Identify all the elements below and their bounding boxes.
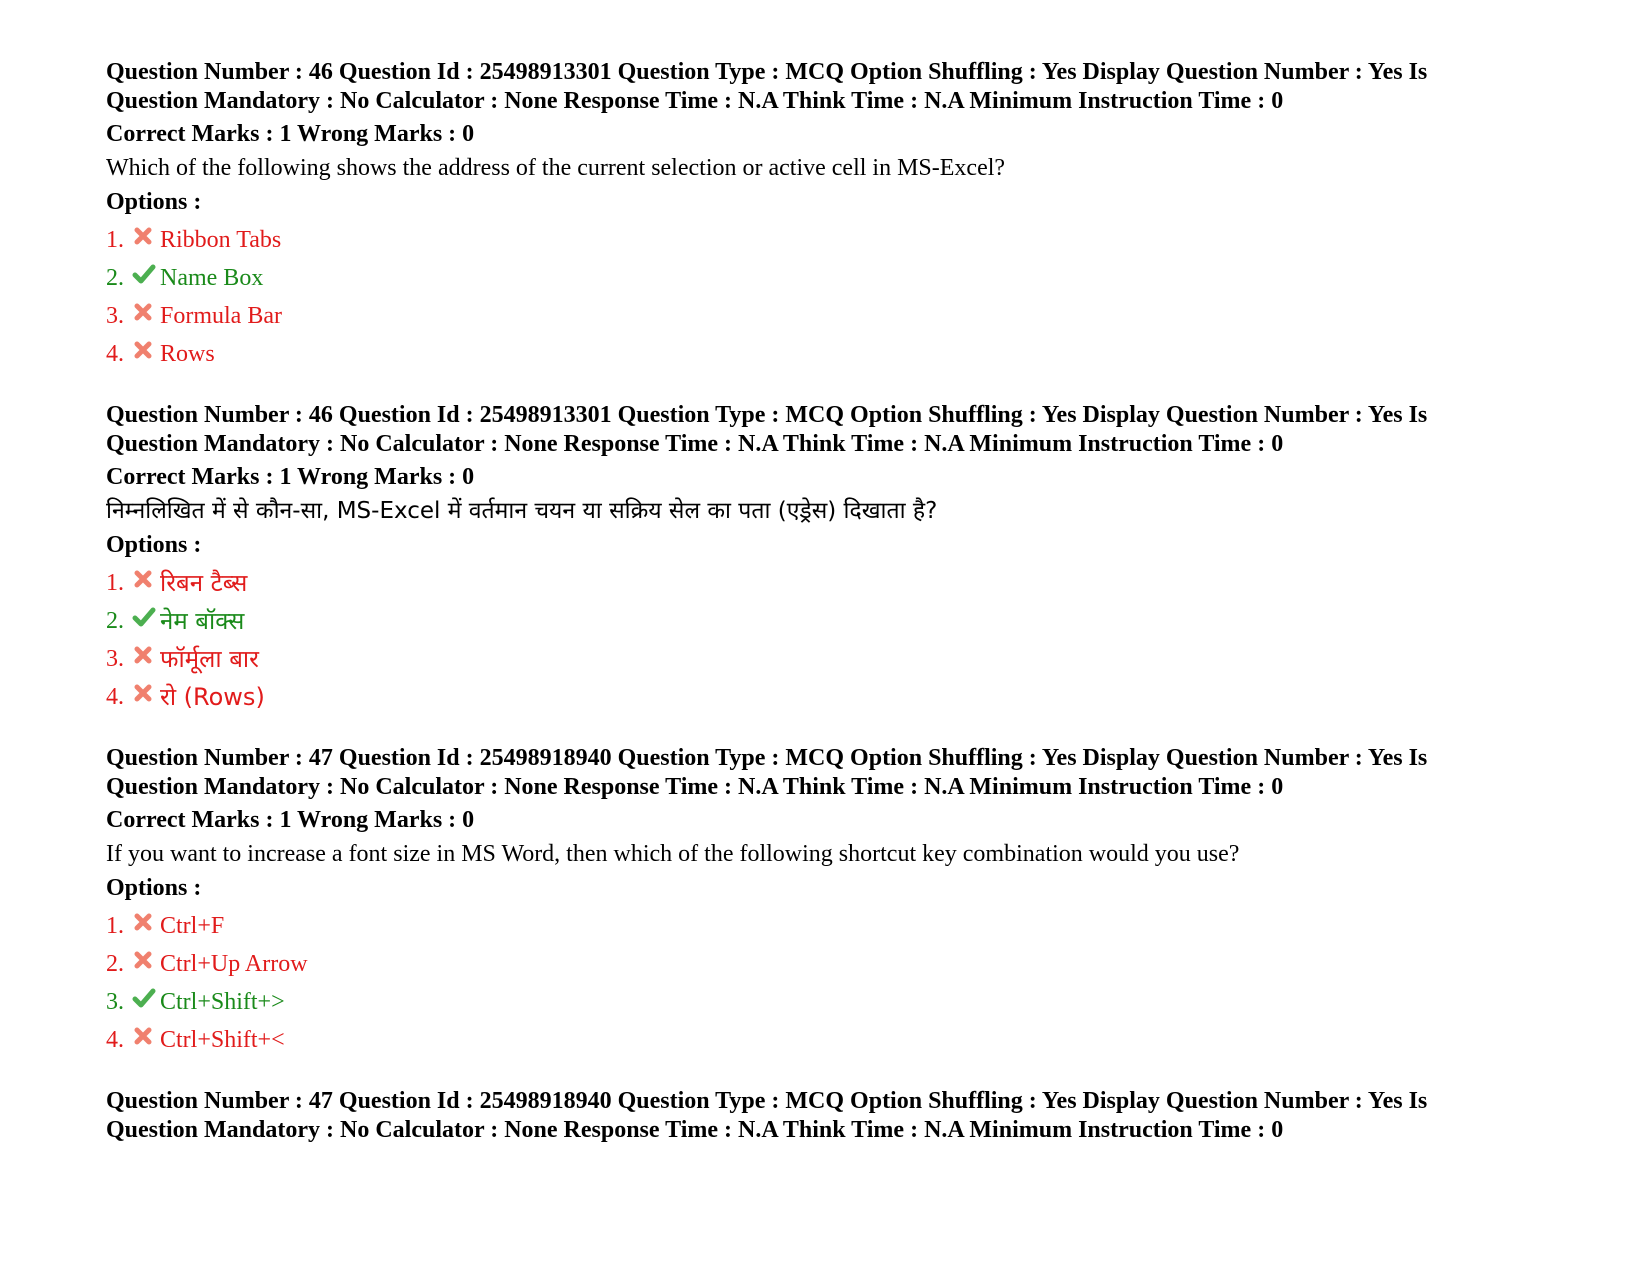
question-marks: Correct Marks : 1 Wrong Marks : 0 bbox=[106, 464, 475, 490]
option-number: 2. bbox=[106, 265, 124, 291]
option-text: Name Box bbox=[160, 265, 264, 291]
cross-icon bbox=[132, 947, 154, 969]
option-number: 3. bbox=[106, 303, 124, 329]
option-item bbox=[106, 945, 1606, 983]
question-paper bbox=[106, 58, 1606, 1173]
option-number: 1. bbox=[106, 913, 124, 939]
option-text: Ctrl+Shift+> bbox=[160, 989, 285, 1015]
question-meta-line: Question Number : 46 Question Id : 25498913301 Question Type : MCQ Option Shuffling : Yes Display Question Number : Yes Is bbox=[106, 402, 1428, 428]
options-label: Options : bbox=[106, 875, 202, 901]
cross-icon bbox=[132, 337, 154, 359]
option-text: रो (Rows) bbox=[160, 683, 265, 711]
option-item bbox=[106, 678, 1606, 716]
option-number: 3. bbox=[106, 989, 124, 1015]
option-number: 1. bbox=[106, 570, 124, 596]
option-text: फॉर्मूला बार bbox=[160, 645, 259, 673]
option-number: 2. bbox=[106, 608, 124, 634]
option-number: 3. bbox=[106, 646, 124, 672]
check-icon bbox=[132, 261, 154, 283]
cross-icon bbox=[132, 1023, 154, 1045]
cross-icon bbox=[132, 642, 154, 664]
question-meta-line: Question Mandatory : No Calculator : None Response Time : N.A Think Time : N.A Minimum Instruction Time : 0 bbox=[106, 431, 1284, 457]
option-number: 1. bbox=[106, 227, 124, 253]
question-block bbox=[106, 401, 1606, 716]
options-label: Options : bbox=[106, 189, 202, 215]
options-list bbox=[106, 564, 1606, 716]
question-block bbox=[106, 1087, 1606, 1145]
question-meta-line: Question Mandatory : No Calculator : None Response Time : N.A Think Time : N.A Minimum Instruction Time : 0 bbox=[106, 774, 1284, 800]
cross-icon bbox=[132, 680, 154, 702]
option-number: 4. bbox=[106, 341, 124, 367]
option-number: 2. bbox=[106, 951, 124, 977]
option-item bbox=[106, 602, 1606, 640]
check-icon bbox=[132, 604, 154, 626]
option-item bbox=[106, 297, 1606, 335]
cross-icon bbox=[132, 566, 154, 588]
question-text: If you want to increase a font size in MS Word, then which of the following shortcut key combination would you use? bbox=[106, 841, 1240, 867]
cross-icon bbox=[132, 299, 154, 321]
option-text: नेम बॉक्स bbox=[160, 607, 245, 635]
option-item bbox=[106, 335, 1606, 373]
question-marks: Correct Marks : 1 Wrong Marks : 0 bbox=[106, 807, 475, 833]
option-item bbox=[106, 221, 1606, 259]
question-meta-line: Question Mandatory : No Calculator : None Response Time : N.A Think Time : N.A Minimum Instruction Time : 0 bbox=[106, 88, 1284, 114]
question-text: Which of the following shows the address of the current selection or active cell in MS-Excel? bbox=[106, 155, 1006, 181]
question-meta-line: Question Number : 47 Question Id : 25498918940 Question Type : MCQ Option Shuffling : Yes Display Question Number : Yes Is bbox=[106, 1088, 1428, 1114]
cross-icon bbox=[132, 909, 154, 931]
question-meta-line: Question Number : 47 Question Id : 25498918940 Question Type : MCQ Option Shuffling : Yes Display Question Number : Yes Is bbox=[106, 745, 1428, 771]
option-text: Formula Bar bbox=[160, 303, 282, 329]
cross-icon bbox=[132, 223, 154, 245]
option-item bbox=[106, 983, 1606, 1021]
option-number: 4. bbox=[106, 684, 124, 710]
option-text: Rows bbox=[160, 341, 215, 367]
options-label: Options : bbox=[106, 532, 202, 558]
option-text: Ctrl+F bbox=[160, 913, 225, 939]
question-marks: Correct Marks : 1 Wrong Marks : 0 bbox=[106, 121, 475, 147]
options-list bbox=[106, 907, 1606, 1059]
question-text: निम्नलिखित में से कौन-सा, MS-Excel में वर्तमान चयन या सक्रिय सेल का पता (एड्रेस) दिखाता है? bbox=[106, 498, 938, 524]
option-text: Ctrl+Shift+< bbox=[160, 1027, 285, 1053]
question-meta-line: Question Number : 46 Question Id : 25498913301 Question Type : MCQ Option Shuffling : Yes Display Question Number : Yes Is bbox=[106, 59, 1428, 85]
option-text: रिबन टैब्स bbox=[160, 569, 248, 597]
question-block bbox=[106, 744, 1606, 1059]
question-meta-line: Question Mandatory : No Calculator : None Response Time : N.A Think Time : N.A Minimum Instruction Time : 0 bbox=[106, 1117, 1284, 1143]
option-number: 4. bbox=[106, 1027, 124, 1053]
option-item bbox=[106, 259, 1606, 297]
check-icon bbox=[132, 985, 154, 1007]
option-item bbox=[106, 1021, 1606, 1059]
option-text: Ctrl+Up Arrow bbox=[160, 951, 308, 977]
option-text: Ribbon Tabs bbox=[160, 227, 282, 253]
question-block bbox=[106, 58, 1606, 373]
options-list bbox=[106, 221, 1606, 373]
option-item bbox=[106, 640, 1606, 678]
option-item bbox=[106, 564, 1606, 602]
option-item bbox=[106, 907, 1606, 945]
